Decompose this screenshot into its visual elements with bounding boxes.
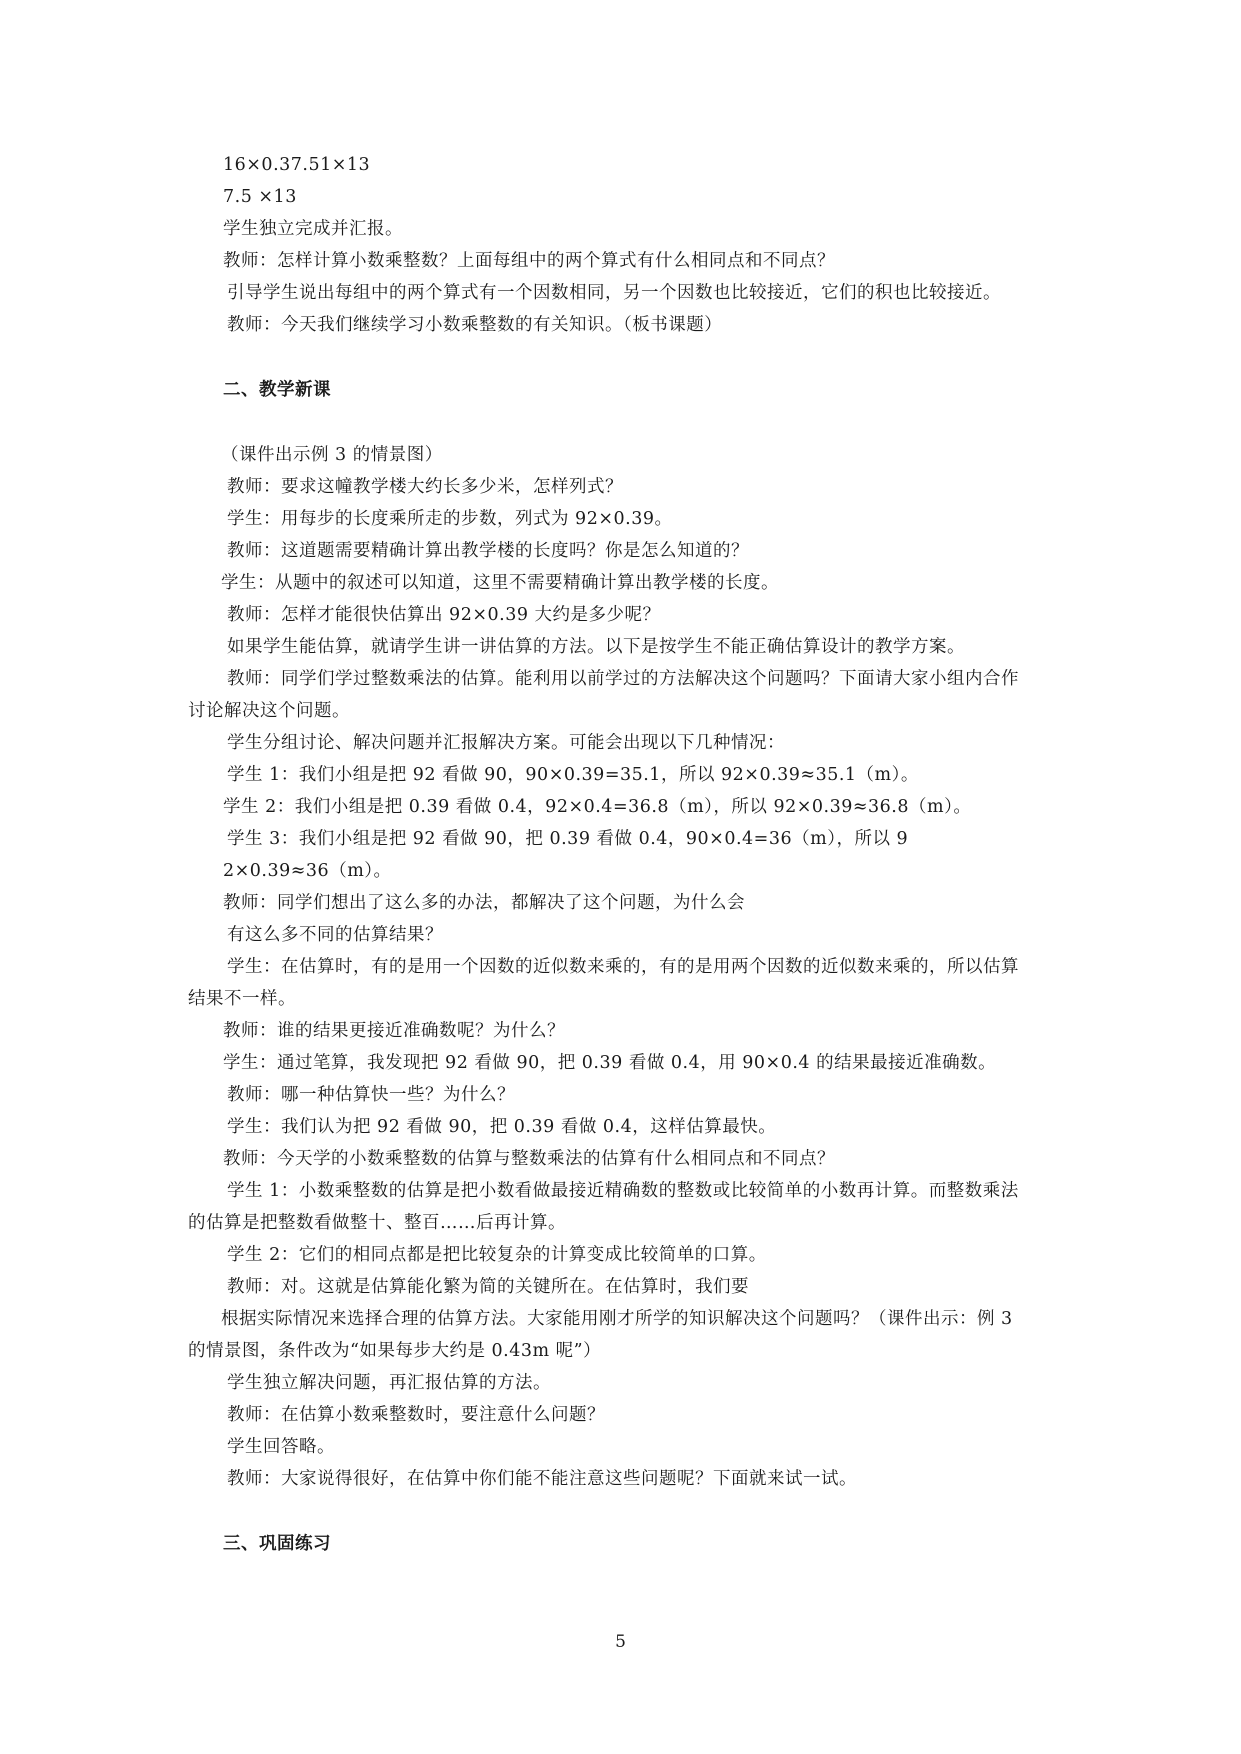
text-line: 学生：通过笔算，我发现把 92 看做 90，把 0.39 看做 0.4，用 90×0.4 的结果最接近准确数。 [223,1053,997,1073]
text-line: 教师：在估算小数乘整数时，要注意什么问题？ [227,1405,605,1425]
text-line: 学生 2：我们小组是把 0.39 看做 0.4，92×0.4=36.8（m），所以 92×0.39≈36.8（m）。 [223,797,972,817]
text-line: 学生 1：我们小组是把 92 看做 90，90×0.39=35.1，所以 92×0.39≈35.1（m）。 [227,765,919,785]
text-line: 教师：同学们想出了这么多的办法，都解决了这个问题，为什么会 [223,893,745,913]
text-line: 如果学生能估算，就请学生讲一讲估算的方法。以下是按学生不能正确估算设计的教学方案。 [227,637,965,657]
text-line: 教师：今天我们继续学习小数乘整数的有关知识。（板书课题） [227,315,723,335]
text-line: 学生分组讨论、解决问题并汇报解决方案。可能会出现以下几种情况： [227,733,785,753]
text-line: 16×0.37.51×13 [223,155,371,175]
text-line: 学生：从题中的叙述可以知道，这里不需要精确计算出教学楼的长度。 [221,573,779,593]
text-line: 教师：要求这幢教学楼大约长多少米，怎样列式？ [227,477,623,497]
text-line: 学生：我们认为把 92 看做 90，把 0.39 看做 0.4，这样估算最快。 [227,1117,777,1137]
text-line: 7.5 ×13 [223,187,297,207]
text-line: 2×0.39≈36（m）。 [223,861,392,881]
text-line: 教师：谁的结果更接近准确数呢？为什么？ [223,1021,565,1041]
text-line: （课件出示例 3 的情景图） [221,445,443,465]
text-line: 学生独立解决问题，再汇报估算的方法。 [227,1373,551,1393]
text-line: 教师：怎样才能很快估算出 92×0.39 大约是多少呢？ [227,605,661,625]
text-line: 学生：用每步的长度乘所走的步数，列式为 92×0.39。 [227,509,673,529]
text-line: 教师：今天学的小数乘整数的估算与整数乘法的估算有什么相同点和不同点？ [223,1149,835,1169]
text-line: 结果不一样。 [188,989,296,1009]
text-line: 讨论解决这个问题。 [188,701,350,721]
section-heading: 三、巩固练习 [223,1534,331,1554]
page-number: 5 [615,1632,626,1652]
text-line: 的估算是把整数看做整十、整百……后再计算。 [188,1213,566,1233]
text-line: 学生 3：我们小组是把 92 看做 90，把 0.39 看做 0.4，90×0.4=36（m），所以 9 [227,829,909,849]
text-line: 学生独立完成并汇报。 [223,219,403,239]
text-line: 教师：这道题需要精确计算出教学楼的长度吗？你是怎么知道的？ [227,541,749,561]
text-line: 教师：怎样计算小数乘整数？上面每组中的两个算式有什么相同点和不同点？ [223,251,835,271]
text-line: 学生回答略。 [227,1437,335,1457]
text-line: 引导学生说出每组中的两个算式有一个因数相同，另一个因数也比较接近，它们的积也比较接近。 [227,283,1001,303]
text-line: 根据实际情况来选择合理的估算方法。大家能用刚才所学的知识解决这个问题吗？（课件出示：例 3 [221,1309,1013,1329]
text-line: 有这么多不同的估算结果？ [227,925,443,945]
text-line: 学生 1：小数乘整数的估算是把小数看做最接近精确数的整数或比较简单的小数再计算。而整数乘法 [227,1181,1019,1201]
text-line: 学生：在估算时，有的是用一个因数的近似数来乘的，有的是用两个因数的近似数来乘的，所以估算 [227,957,1019,977]
text-line: 教师：大家说得很好，在估算中你们能不能注意这些问题呢？下面就来试一试。 [227,1469,857,1489]
section-heading: 二、教学新课 [223,380,331,400]
text-line: 的情景图，条件改为“如果每步大约是 0.43m 呢”） [188,1341,602,1361]
text-line: 教师：哪一种估算快一些？为什么？ [227,1085,515,1105]
text-line: 教师：对。这就是估算能化繁为简的关键所在。在估算时，我们要 [227,1277,749,1297]
text-line: 教师：同学们学过整数乘法的估算。能利用以前学过的方法解决这个问题吗？下面请大家小组内合作 [227,669,1019,689]
text-line: 学生 2：它们的相同点都是把比较复杂的计算变成比较简单的口算。 [227,1245,767,1265]
